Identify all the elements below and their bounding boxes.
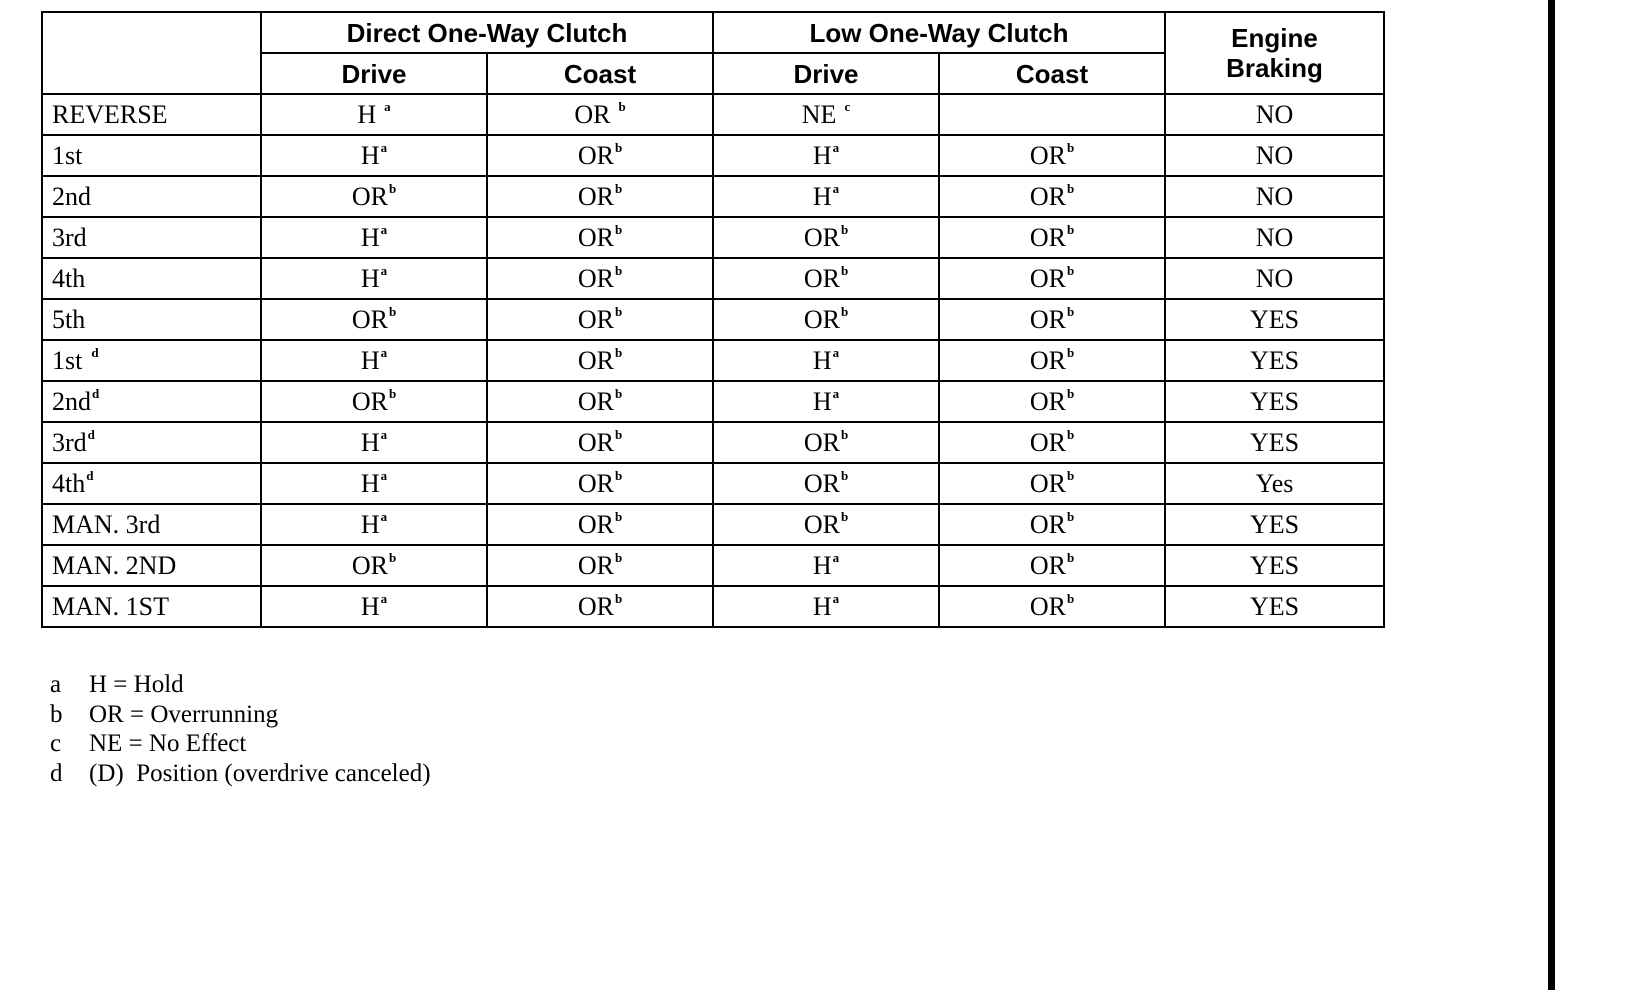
footnote-marker: b <box>840 221 849 237</box>
table-row <box>42 217 1384 258</box>
cell-direct-coast <box>487 422 713 463</box>
footnote-marker: a <box>380 262 388 278</box>
footnote-marker: b <box>1066 303 1075 319</box>
footnote-marker: a <box>380 467 388 483</box>
footnote-marker: a <box>832 590 840 606</box>
footnote-marker: b <box>614 344 623 360</box>
footnote-marker: a <box>832 180 840 196</box>
footnote-key: c <box>50 730 62 757</box>
footnote-marker: b <box>614 508 623 524</box>
cell-value: H <box>812 386 832 416</box>
row-label-text: MAN. 2ND <box>52 550 177 580</box>
cell-value: H <box>360 263 380 293</box>
row-label-text: 2nd <box>52 386 91 416</box>
footnote-marker: b <box>614 549 623 565</box>
footnote-marker: b <box>840 508 849 524</box>
cell-value: OR <box>351 304 388 334</box>
cell-low-drive <box>713 135 939 176</box>
footnote-marker: b <box>614 590 623 606</box>
cell-value: OR <box>577 263 614 293</box>
cell-value: OR <box>1029 591 1066 621</box>
row-label <box>42 545 261 586</box>
footnotes <box>50 670 431 788</box>
footnote-marker: b <box>840 262 849 278</box>
footnote-marker: b <box>614 385 623 401</box>
cell-low-coast <box>939 422 1165 463</box>
cell-value: H <box>812 591 832 621</box>
header-corner-blank <box>42 12 261 94</box>
row-label-text: 1st <box>52 140 83 170</box>
footnote-marker: a <box>380 508 388 524</box>
footnote-key: a <box>50 671 62 698</box>
cell-value: OR <box>1029 386 1066 416</box>
cell-low-drive <box>713 463 939 504</box>
cell-direct-drive <box>261 381 487 422</box>
footnote-marker: a <box>380 590 388 606</box>
cell-value: OR <box>1029 345 1066 375</box>
cell-low-coast <box>939 381 1165 422</box>
cell-low-coast <box>939 217 1165 258</box>
table-row <box>42 463 1384 504</box>
table-row <box>42 422 1384 463</box>
cell-low-coast <box>939 94 1165 135</box>
cell-direct-coast <box>487 586 713 627</box>
cell-engine-braking: YES <box>1165 586 1384 627</box>
cell-value: H <box>357 99 377 129</box>
cell-low-coast <box>939 135 1165 176</box>
header-low-drive: Drive <box>713 53 939 94</box>
cell-direct-coast <box>487 258 713 299</box>
footnote-marker: b <box>614 426 623 442</box>
footnote-marker: b <box>614 180 623 196</box>
cell-direct-coast <box>487 217 713 258</box>
cell-direct-drive <box>261 340 487 381</box>
row-label <box>42 381 261 422</box>
footnote-text: NE = No Effect <box>89 730 247 757</box>
cell-engine-braking: NO <box>1165 94 1384 135</box>
cell-low-coast <box>939 504 1165 545</box>
footnote-marker: d <box>91 344 99 360</box>
cell-value: OR <box>574 99 611 129</box>
cell-engine-braking: Yes <box>1165 463 1384 504</box>
footnote-marker: b <box>614 139 623 155</box>
cell-value: OR <box>1029 140 1066 170</box>
row-label <box>42 340 261 381</box>
table-row <box>42 94 1384 135</box>
header-direct-clutch: Direct One-Way Clutch <box>261 12 713 53</box>
footnote-marker: b <box>1066 590 1075 606</box>
footnote-marker: b <box>1066 221 1075 237</box>
cell-low-drive <box>713 258 939 299</box>
table-row <box>42 586 1384 627</box>
cell-direct-drive <box>261 586 487 627</box>
footnote-marker: c <box>844 98 851 114</box>
row-label-text: 1st <box>52 345 83 375</box>
row-label <box>42 463 261 504</box>
cell-value: OR <box>803 222 840 252</box>
footnote-marker: b <box>618 98 626 114</box>
cell-value: OR <box>577 468 614 498</box>
row-label-text: 4th <box>52 263 86 293</box>
header-direct-coast: Coast <box>487 53 713 94</box>
cell-engine-braking: YES <box>1165 340 1384 381</box>
footnote-marker: a <box>832 344 840 360</box>
cell-engine-braking: YES <box>1165 422 1384 463</box>
cell-direct-coast <box>487 381 713 422</box>
header-engine-braking <box>1165 12 1384 94</box>
cell-value: OR <box>577 509 614 539</box>
cell-value: OR <box>1029 263 1066 293</box>
cell-value: OR <box>577 550 614 580</box>
cell-direct-drive <box>261 258 487 299</box>
cell-low-coast <box>939 463 1165 504</box>
table-row <box>42 340 1384 381</box>
row-label <box>42 258 261 299</box>
cell-value: OR <box>803 263 840 293</box>
cell-low-coast <box>939 586 1165 627</box>
footnote-marker: b <box>840 467 849 483</box>
cell-low-drive <box>713 340 939 381</box>
cell-value: OR <box>1029 509 1066 539</box>
cell-direct-drive <box>261 135 487 176</box>
cell-value: OR <box>1029 468 1066 498</box>
row-label <box>42 504 261 545</box>
cell-value: H <box>812 140 832 170</box>
cell-low-coast <box>939 258 1165 299</box>
cell-direct-coast <box>487 176 713 217</box>
cell-value: H <box>360 345 380 375</box>
cell-low-drive <box>713 504 939 545</box>
cell-value: OR <box>1029 427 1066 457</box>
footnote-c <box>50 729 431 759</box>
cell-value: OR <box>577 345 614 375</box>
cell-direct-drive <box>261 545 487 586</box>
row-label <box>42 94 261 135</box>
clutch-operation-table <box>41 11 1385 628</box>
row-label-text: REVERSE <box>52 99 168 129</box>
footnote-marker: b <box>1066 467 1075 483</box>
footnote-marker: b <box>614 467 623 483</box>
cell-value: H <box>360 222 380 252</box>
cell-value: NE <box>801 99 837 129</box>
header-low-clutch: Low One-Way Clutch <box>713 12 1165 53</box>
row-label <box>42 217 261 258</box>
cell-low-drive <box>713 94 939 135</box>
footnote-marker: d <box>92 385 100 401</box>
footnote-marker: a <box>380 221 388 237</box>
cell-low-drive <box>713 176 939 217</box>
footnote-marker: b <box>1066 180 1075 196</box>
cell-low-drive <box>713 545 939 586</box>
footnote-marker: b <box>1066 262 1075 278</box>
row-label-text: 3rd <box>52 427 87 457</box>
cell-value: OR <box>1029 222 1066 252</box>
cell-direct-coast <box>487 299 713 340</box>
row-label <box>42 299 261 340</box>
footnote-marker: b <box>1066 344 1075 360</box>
cell-value: OR <box>351 386 388 416</box>
row-label <box>42 422 261 463</box>
footnote-marker: b <box>388 385 397 401</box>
cell-value: H <box>360 427 380 457</box>
cell-direct-coast <box>487 135 713 176</box>
cell-direct-drive <box>261 504 487 545</box>
footnote-marker: d <box>87 426 95 442</box>
cell-value: OR <box>577 140 614 170</box>
footnote-a <box>50 670 431 700</box>
footnote-marker: b <box>840 303 849 319</box>
footnote-marker: b <box>614 303 623 319</box>
footnote-marker: b <box>614 262 623 278</box>
table-body <box>42 94 1384 627</box>
table-row <box>42 504 1384 545</box>
footnote-marker: b <box>388 549 397 565</box>
footnote-marker: b <box>1066 385 1075 401</box>
cell-value: OR <box>1029 550 1066 580</box>
footnote-marker: b <box>388 303 397 319</box>
cell-value: OR <box>803 509 840 539</box>
cell-value: OR <box>577 304 614 334</box>
cell-value: OR <box>1029 304 1066 334</box>
cell-engine-braking: YES <box>1165 381 1384 422</box>
footnote-marker: b <box>1066 139 1075 155</box>
cell-value: H <box>360 591 380 621</box>
cell-value: OR <box>351 550 388 580</box>
footnote-b <box>50 700 431 730</box>
cell-direct-coast <box>487 340 713 381</box>
table-row <box>42 176 1384 217</box>
cell-value: OR <box>803 427 840 457</box>
cell-low-drive <box>713 381 939 422</box>
footnote-marker: b <box>388 180 397 196</box>
cell-direct-drive <box>261 94 487 135</box>
footnote-marker: a <box>832 549 840 565</box>
footnote-d <box>50 759 431 789</box>
row-label <box>42 135 261 176</box>
footnote-key: d <box>50 759 63 787</box>
cell-value: H <box>360 140 380 170</box>
footnote-marker: b <box>1066 426 1075 442</box>
cell-direct-coast <box>487 504 713 545</box>
cell-direct-drive <box>261 422 487 463</box>
cell-low-drive <box>713 299 939 340</box>
cell-low-coast <box>939 176 1165 217</box>
cell-value: H <box>360 468 380 498</box>
header-row-groups <box>42 12 1384 53</box>
cell-value: OR <box>577 222 614 252</box>
cell-value: OR <box>577 591 614 621</box>
cell-low-drive <box>713 586 939 627</box>
table-row <box>42 545 1384 586</box>
footnote-marker: b <box>840 426 849 442</box>
cell-value: OR <box>1029 181 1066 211</box>
row-label-text: 2nd <box>52 181 91 211</box>
footnote-marker: a <box>384 98 391 114</box>
cell-engine-braking: NO <box>1165 217 1384 258</box>
row-label <box>42 176 261 217</box>
cell-value: OR <box>577 386 614 416</box>
row-label-text: 3rd <box>52 222 87 252</box>
footnote-text: OR = Overrunning <box>89 700 279 728</box>
cell-engine-braking: YES <box>1165 299 1384 340</box>
cell-value: H <box>360 509 380 539</box>
cell-direct-drive <box>261 217 487 258</box>
cell-engine-braking: NO <box>1165 258 1384 299</box>
header-low-coast: Coast <box>939 53 1165 94</box>
row-label-text: MAN. 1ST <box>52 591 170 621</box>
footnote-marker: b <box>1066 549 1075 565</box>
cell-value: OR <box>577 181 614 211</box>
row-label-text: MAN. 3rd <box>52 509 161 539</box>
cell-low-coast <box>939 340 1165 381</box>
footnote-marker: a <box>832 139 840 155</box>
cell-value: H <box>812 181 832 211</box>
footnote-marker: d <box>86 467 94 483</box>
header-direct-drive: Drive <box>261 53 487 94</box>
cell-value: OR <box>577 427 614 457</box>
cell-low-coast <box>939 299 1165 340</box>
footnote-marker: b <box>614 221 623 237</box>
footnote-marker: a <box>832 385 840 401</box>
cell-direct-drive <box>261 299 487 340</box>
cell-engine-braking: NO <box>1165 135 1384 176</box>
table-row <box>42 135 1384 176</box>
cell-direct-drive <box>261 463 487 504</box>
cell-engine-braking: NO <box>1165 176 1384 217</box>
cell-value: H <box>812 345 832 375</box>
cell-value: OR <box>803 304 840 334</box>
cell-direct-coast <box>487 545 713 586</box>
table-row <box>42 299 1384 340</box>
cell-engine-braking: YES <box>1165 545 1384 586</box>
row-label-text: 5th <box>52 304 86 334</box>
table-row <box>42 258 1384 299</box>
footnote-marker: a <box>380 139 388 155</box>
cell-direct-coast <box>487 463 713 504</box>
footnote-marker: a <box>380 426 388 442</box>
footnote-key: b <box>50 700 63 728</box>
cell-value: OR <box>351 181 388 211</box>
cell-engine-braking: YES <box>1165 504 1384 545</box>
row-label-text: 4th <box>52 468 86 498</box>
footnote-marker: a <box>380 344 388 360</box>
footnote-marker: b <box>1066 508 1075 524</box>
cell-low-drive <box>713 217 939 258</box>
row-label <box>42 586 261 627</box>
cell-direct-drive <box>261 176 487 217</box>
cell-value: OR <box>803 468 840 498</box>
cell-direct-coast <box>487 94 713 135</box>
cell-value: H <box>812 550 832 580</box>
table-row <box>42 381 1384 422</box>
page-edge-rule <box>1548 0 1555 990</box>
footnote-text: (D) Position (overdrive canceled) <box>89 759 431 787</box>
cell-low-drive <box>713 422 939 463</box>
footnote-text: H = Hold <box>89 671 184 698</box>
cell-low-coast <box>939 545 1165 586</box>
header-engine-braking-label: Engine Braking <box>1226 23 1323 83</box>
